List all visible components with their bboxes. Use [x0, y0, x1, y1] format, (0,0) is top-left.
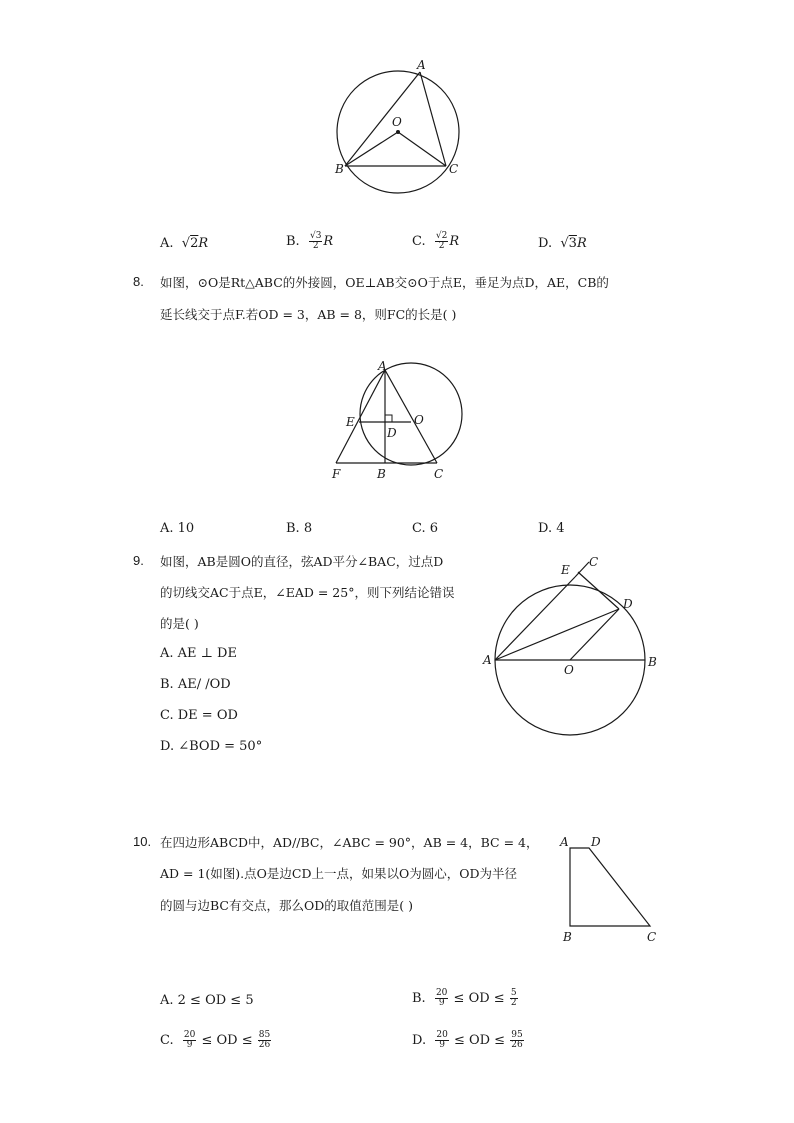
q10-figure — [555, 832, 665, 944]
q9-option-b: B. AE/ /OD — [160, 677, 231, 692]
q10-option-a: A. 2 ≤ OD ≤ 5 — [160, 993, 254, 1008]
q9-label-d: D — [623, 597, 633, 611]
q7-seg-ac — [420, 72, 446, 166]
q8-seg-af — [336, 370, 385, 463]
q8-option-d: D. 4 — [538, 521, 565, 536]
q9-label-e: E — [561, 563, 570, 577]
q8-option-b: B. 8 — [286, 521, 313, 536]
q10-stem-line3: 的圆与边BC有交点，那么OD的取值范围是( ) — [160, 898, 413, 913]
q8-number: 8. — [133, 274, 144, 289]
q7-seg-ob — [345, 132, 398, 166]
q8-label-a: A — [378, 359, 387, 373]
q9-option-a: A. AE ⊥ DE — [160, 646, 237, 661]
q8-circle — [360, 363, 462, 465]
q10-label-a: A — [560, 835, 569, 849]
q8-stem-line1: 如图，⊙O是Rt△ABC的外接圆，OE⊥AB交⊙O于点E，垂足为点D，AE，CB的 — [160, 275, 609, 290]
q10-label-d: D — [591, 835, 601, 849]
q9-stem-line2: 的切线交AC于点E，∠EAD = 25°，则下列结论错误 — [160, 585, 455, 600]
q9-label-o: O — [564, 663, 574, 677]
q9-stem-line1: 如图，AB是圆O的直径，弦AD平分∠BAC，过点D — [160, 554, 444, 569]
q8-label-d: D — [387, 426, 397, 440]
q8-label-f: F — [332, 467, 341, 481]
q9-option-c: C. DE = OD — [160, 708, 238, 723]
q7-label-a: A — [417, 58, 426, 72]
q7-seg-ab — [345, 72, 420, 166]
q8-stem-line2: 延长线交于点F.若OD = 3，AB = 8，则FC的长是( ) — [160, 307, 457, 322]
q9-seg-ad — [495, 609, 619, 660]
q10-stem-line1: 在四边形ABCD中，AD//BC，∠ABC = 90°，AB = 4，BC = 4， — [160, 835, 539, 850]
q7-center-dot — [396, 130, 400, 134]
q7-label-c: C — [449, 162, 459, 176]
q10-label-c: C — [647, 930, 657, 944]
q8-label-c: C — [434, 467, 444, 481]
q8-label-o: O — [414, 413, 424, 427]
q10-stem-line2: AD = 1(如图).点O是边CD上一点，如果以O为圆心，OD为半径 — [160, 866, 518, 881]
q9-label-c: C — [589, 555, 599, 569]
q10-option-d: D. $\frac{20}{9}$ ≤ OD ≤ $\frac{95}{26}$ — [412, 1030, 523, 1050]
q8-seg-ac — [385, 370, 437, 463]
q10-number: 10. — [133, 834, 152, 849]
q10-option-c: C. $\frac{20}{9}$ ≤ OD ≤ $\frac{85}{26}$ — [160, 1030, 271, 1050]
q9-option-d: D. ∠BOD = 50° — [160, 739, 263, 754]
q8-label-b: B — [377, 467, 386, 481]
q7-figure — [325, 55, 475, 195]
q9-number: 9. — [133, 553, 144, 568]
q8-figure — [325, 355, 470, 485]
q8-option-c: C. 6 — [412, 521, 439, 536]
q8-label-e: E — [346, 415, 355, 429]
q9-seg-ec-ext — [575, 562, 589, 577]
q10-trapezoid — [570, 848, 650, 926]
q7-option-b: B. $\frac{√3}{2}$ R — [286, 231, 334, 251]
q9-stem-line3: 的是( ) — [160, 616, 199, 631]
q9-label-a: A — [483, 653, 492, 667]
q7-label-b: B — [335, 162, 344, 176]
q7-option-c: C. $\frac{√2}{2}$ R — [412, 231, 460, 251]
q9-seg-od — [570, 609, 619, 660]
q10-option-b: B. $\frac{20}{9}$ ≤ OD ≤ $\frac{5}{2}$ — [412, 988, 517, 1008]
q7-seg-oc — [398, 132, 446, 166]
q9-seg-tangent — [578, 572, 619, 609]
q7-option-d: D. √3R — [538, 236, 587, 251]
q7-label-o: O — [392, 115, 402, 129]
q9-label-b: B — [648, 655, 657, 669]
q8-right-angle-mark — [385, 415, 392, 422]
q7-option-a: A. √2R — [160, 236, 209, 251]
q10-label-b: B — [563, 930, 572, 944]
q8-option-a: A. 10 — [160, 521, 195, 536]
q9-figure — [480, 552, 665, 742]
